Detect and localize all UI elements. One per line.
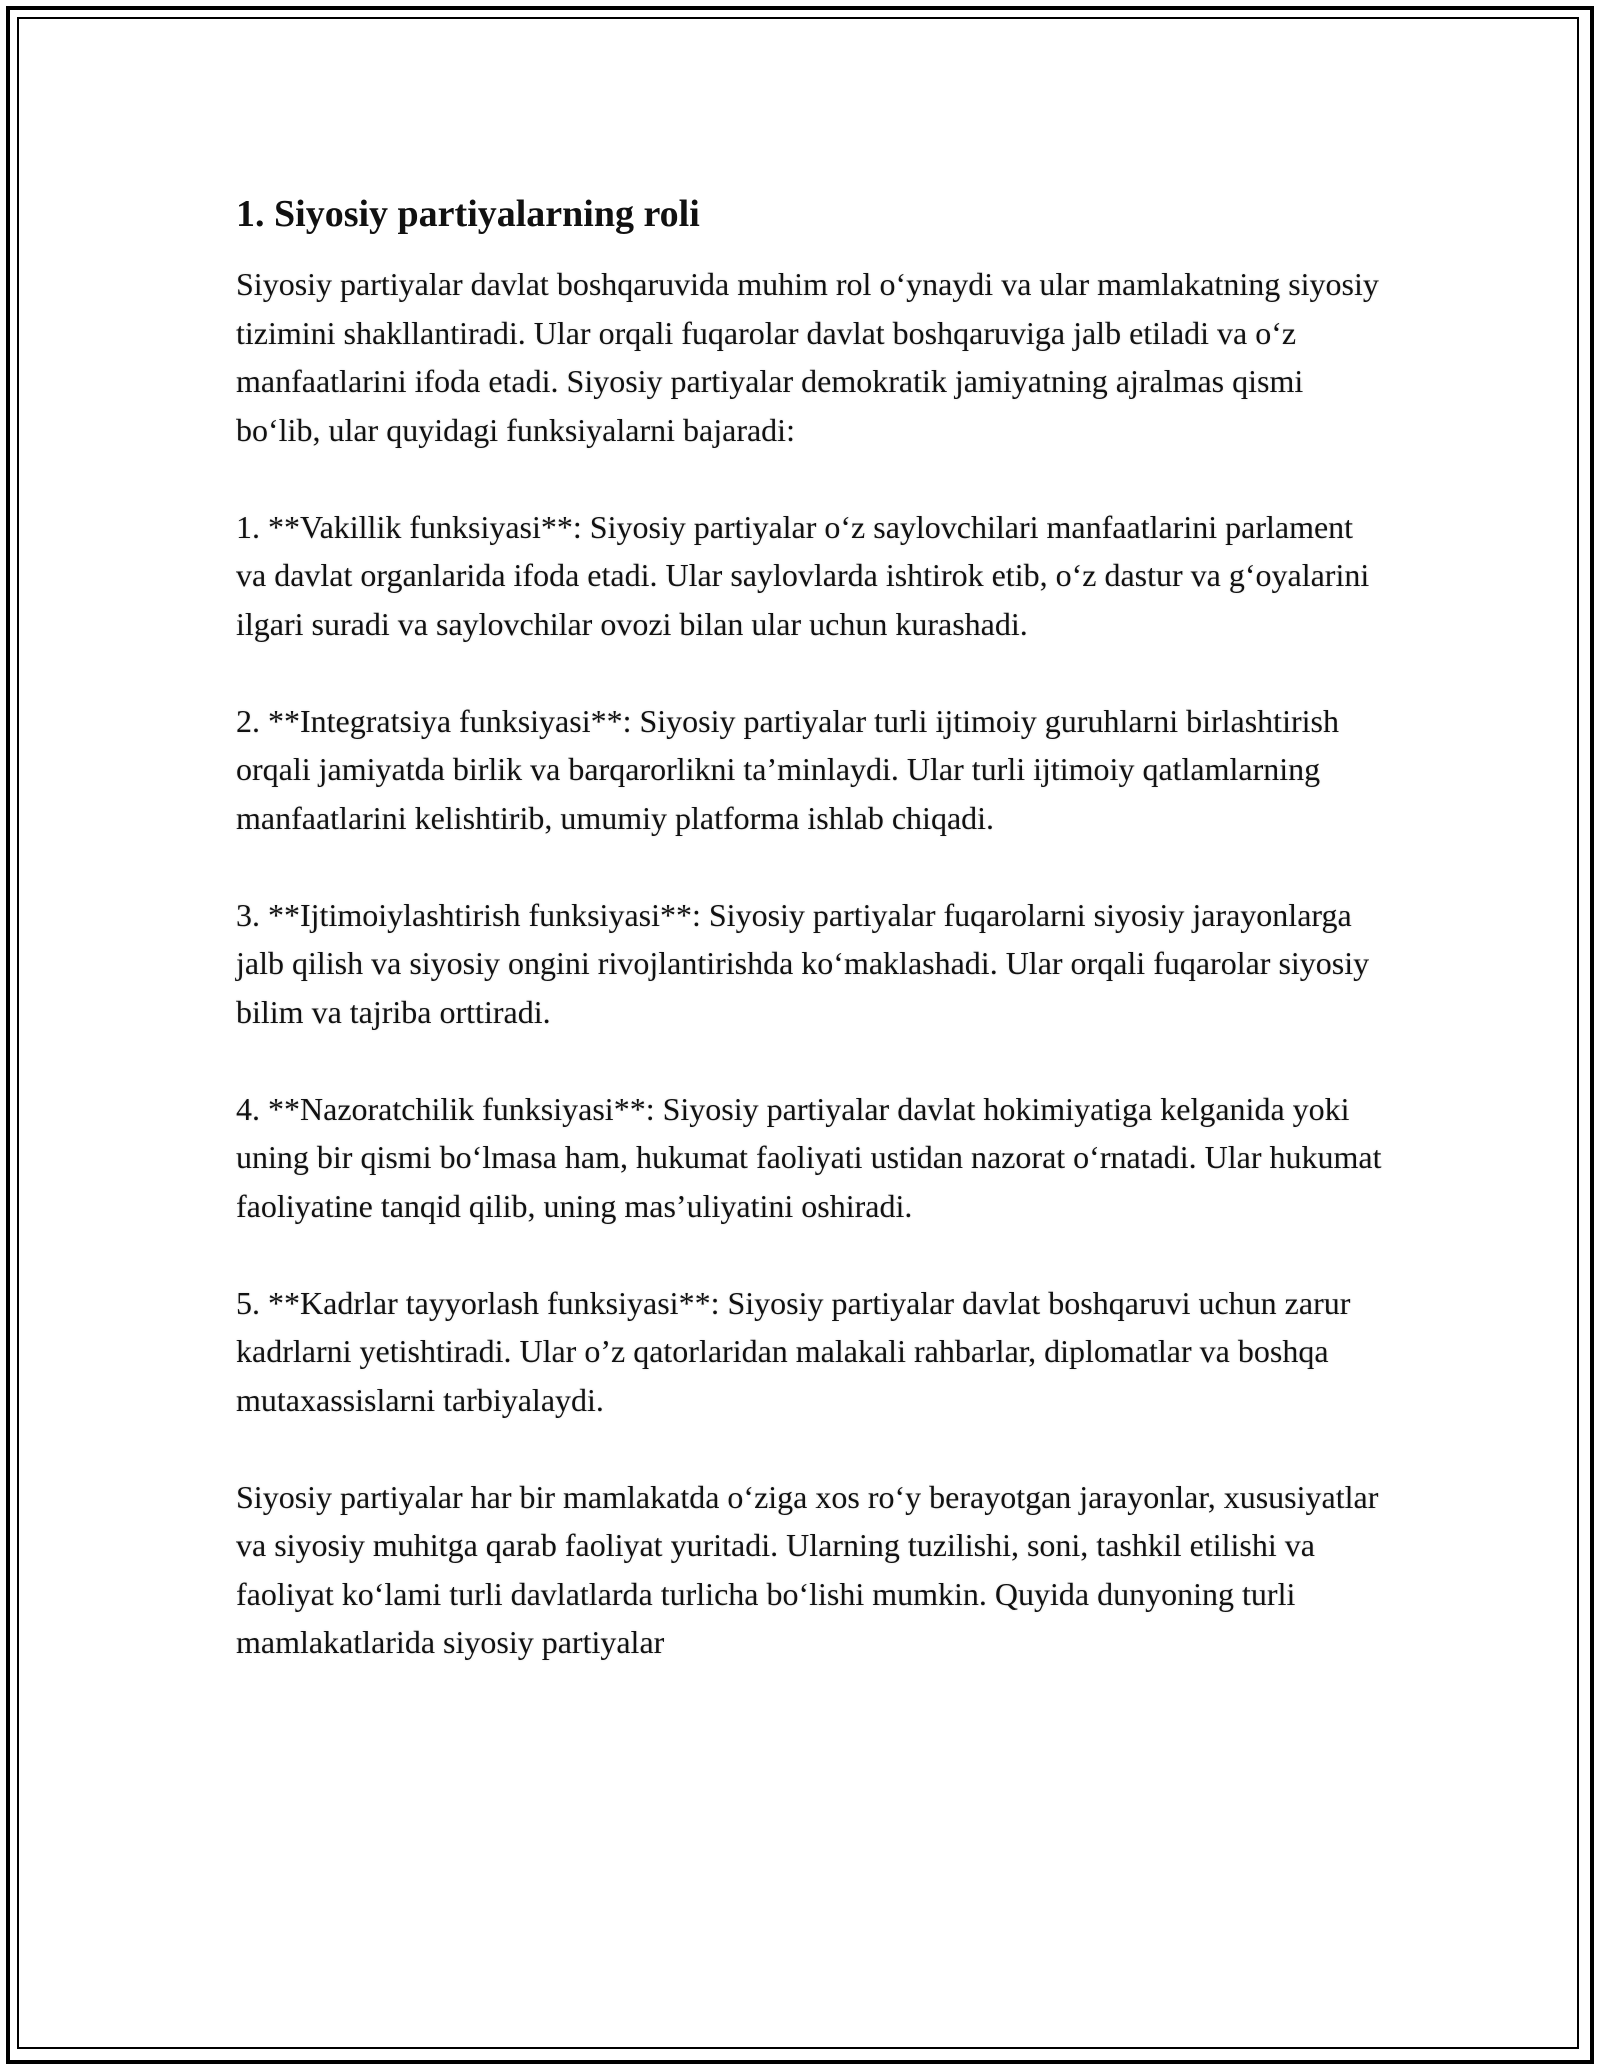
list-item-cadre-training: 5. **Kadrlar tayyorlash funksiyasi**: Siyosiy partiyalar davlat boshqaruvi uchun zarur kadrlarni yetishtiradi. Ular o’z qatorlaridan malakali rahbarlar, diplomatlar va boshqa mutaxassislarni tarbiyalaydi.: [236, 1284, 1351, 1418]
list-item-oversight: 4. **Nazoratchilik funksiyasi**: Siyosiy partiyalar davlat hokimiyatiga kelganida yoki uning bir qismi bo‘lmasa ham, hukumat faoliyati ustidan nazorat o‘rnatadi. Ular hukumat faoliyatine tanqid qilib, uning mas’uliyatini oshiradi.: [236, 1090, 1382, 1224]
section-heading: 1. Siyosiy partiyalarning roli: [236, 193, 700, 235]
list-item-integration: 2. **Integratsiya funksiyasi**: Siyosiy partiyalar turli ijtimoiy guruhlarni birlashtirish orqali jamiyatda birlik va barqarorlikni ta’minlaydi. Ular turli ijtimoiy qatlamlarning manfaatlarini kelishtirib, umumiy platforma ishlab chiqadi.: [236, 702, 1339, 836]
document-body: [236, 190, 1386, 1715]
closing-paragraph: Siyosiy partiyalar har bir mamlakatda o‘ziga xos ro‘y berayotgan jarayonlar, xususiyatlar va siyosiy muhitga qarab faoliyat yuritadi. Ularning tuzilishi, soni, tashkil etilishi va faoliyat ko‘lami turli davlatlarda turlicha bo‘lishi mumkin. Quyida dunyoning turli mamlakatlarida siyosiy partiyalar: [236, 1478, 1379, 1660]
intro-paragraph: Siyosiy partiyalar davlat boshqaruvida muhim rol o‘ynaydi va ular mamlakatning siyosiy tizimini shakllantiradi. Ular orqali fuqarolar davlat boshqaruviga jalb etiladi va o‘z manfaatlarini ifoda etadi. Siyosiy partiyalar demokratik jamiyatning ajralmas qismi bo‘lib, ular quyidagi funksiyalarni bajaradi:: [236, 266, 1379, 448]
list-item-socialization: 3. **Ijtimoiylashtirish funksiyasi**: Siyosiy partiyalar fuqarolarni siyosiy jarayonlarga jalb qilish va siyosiy ongini rivojlantirishda ko‘maklashadi. Ular orqali fuqarolar siyosiy bilim va tajriba orttiradi.: [236, 896, 1370, 1030]
list-item-representation: 1. **Vakillik funksiyasi**: Siyosiy partiyalar o‘z saylovchilari manfaatlarini parlament va davlat organlarida ifoda etadi. Ular saylovlarda ishtirok etib, o‘z dastur va g‘oyalarini ilgari suradi va saylovchilar ovozi bilan ular uchun kurashadi.: [236, 508, 1370, 642]
